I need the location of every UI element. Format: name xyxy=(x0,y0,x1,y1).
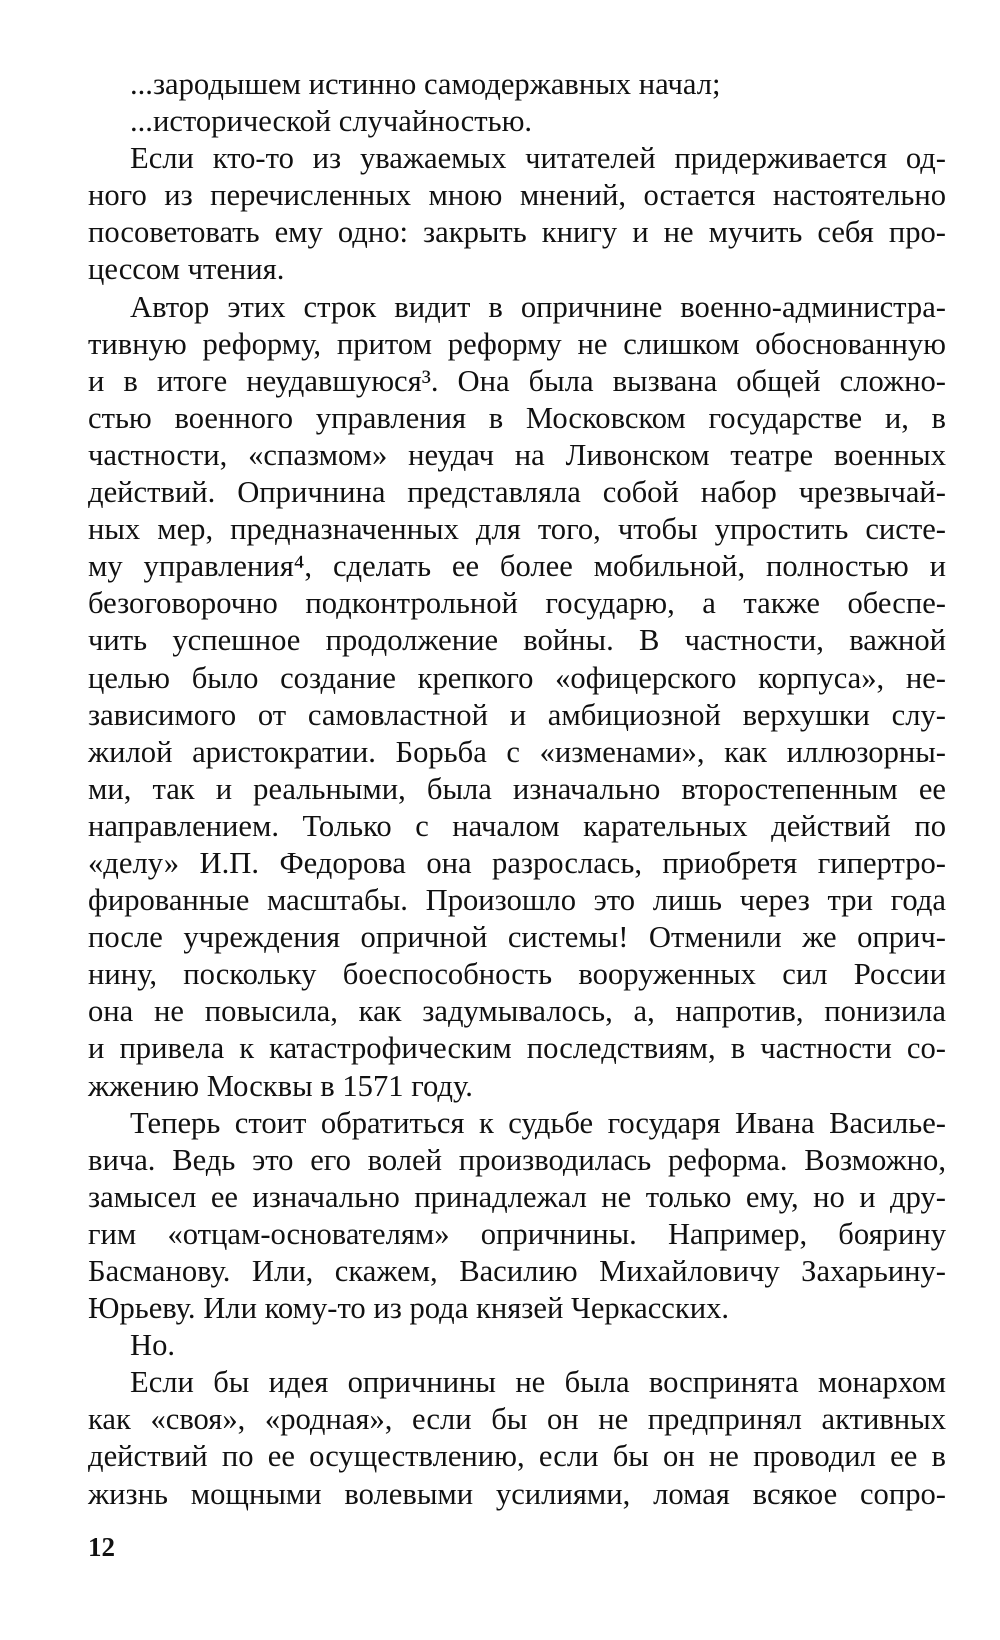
text-line: ...зародышем истинно самодержавных начал; xyxy=(130,67,721,101)
text-line: фированные масштабы. Произошло это лишь через три года xyxy=(88,883,946,918)
text-line: стью военного управления в Московском государстве и, в xyxy=(88,400,946,435)
text-line: ми, так и реальными, была изначально второстепенным ее xyxy=(88,771,946,806)
text-line: замысел ее изначально принадлежал не только ему, но и дру- xyxy=(88,1179,946,1214)
text-line: чить успешное продолжение войны. В частности, важной xyxy=(88,623,946,658)
text-line: частности, «спазмом» неудач на Ливонском театре военных xyxy=(88,437,946,472)
text-line: действий по ее осуществлению, если бы он не проводил ее в xyxy=(88,1439,946,1474)
text-line: жизнь мощными волевыми усилиями, ломая всякое сопро- xyxy=(88,1476,946,1511)
text-line: Басманову. Или, скажем, Василию Михайловичу Захарьину- xyxy=(88,1254,946,1288)
text-line: жжению Москвы в 1571 году. xyxy=(88,1068,473,1103)
text-line: и в итоге неудавшуюся³. Она была вызвана общей сложно- xyxy=(88,363,946,398)
text-line: и привела к катастрофическим последствиям, в частности со- xyxy=(88,1031,946,1066)
text-line: тивную реформу, притом реформу не слишком обоснованную xyxy=(88,326,946,361)
text-line: Если кто-то из уважаемых читателей придерживается од- xyxy=(130,141,946,176)
text-line: Если бы идея опричнины не была воспринята монархом xyxy=(130,1365,946,1400)
text-line: ...исторической случайностью. xyxy=(130,104,533,139)
text-line: Автор этих строк видит в опричнине военно-администра- xyxy=(130,289,946,324)
text-line: безоговорочно подконтрольной государю, а также обеспе- xyxy=(88,586,946,621)
text-line: ных мер, предназначенных для того, чтобы упростить систе- xyxy=(88,512,946,547)
text-line: вича. Ведь это его волей производилась реформа. Возможно, xyxy=(88,1142,946,1177)
text-line: Но. xyxy=(130,1328,176,1363)
text-line: Теперь стоит обратиться к судьбе государя Ивана Василье- xyxy=(130,1105,946,1140)
text-line: направлением. Только с началом карательных действий по xyxy=(88,808,946,843)
text-line: жилой аристократии. Борьба с «изменами», как иллюзорны- xyxy=(88,734,946,769)
text-line: гим «отцам-основателям» опричнины. Например, боярину xyxy=(88,1216,946,1251)
text-line: цессом чтения. xyxy=(88,252,285,287)
text-line: му управления⁴, сделать ее более мобильной, полностью и xyxy=(88,549,946,584)
text-line: как «своя», «родная», если бы он не предпринял активных xyxy=(88,1402,946,1437)
text-line: «делу» И.П. Федорова она разрослась, приобретя гипертро- xyxy=(88,845,946,880)
text-line: после учреждения опричной системы! Отменили же оприч- xyxy=(88,920,946,955)
body-text xyxy=(88,66,946,1513)
page-number: 12 xyxy=(88,1532,115,1562)
text-line: действий. Опричнина представляла собой набор чрезвычай- xyxy=(88,475,946,510)
text-line: Юрьеву. Или кому-то из рода князей Черкасских. xyxy=(88,1291,730,1326)
text-line: зависимого от самовластной и амбициозной верхушки слу- xyxy=(88,697,946,732)
text-line: она не повысила, как задумывалось, а, напротив, понизила xyxy=(88,994,946,1029)
text-line: целью было создание крепкого «офицерского корпуса», не- xyxy=(88,660,946,695)
text-line: нину, поскольку боеспособность вооруженных сил России xyxy=(88,957,946,992)
text-line: ного из перечисленных мною мнений, остается настоятельно xyxy=(88,178,946,213)
text-line: посоветовать ему одно: закрыть книгу и не мучить себя про- xyxy=(88,215,946,250)
